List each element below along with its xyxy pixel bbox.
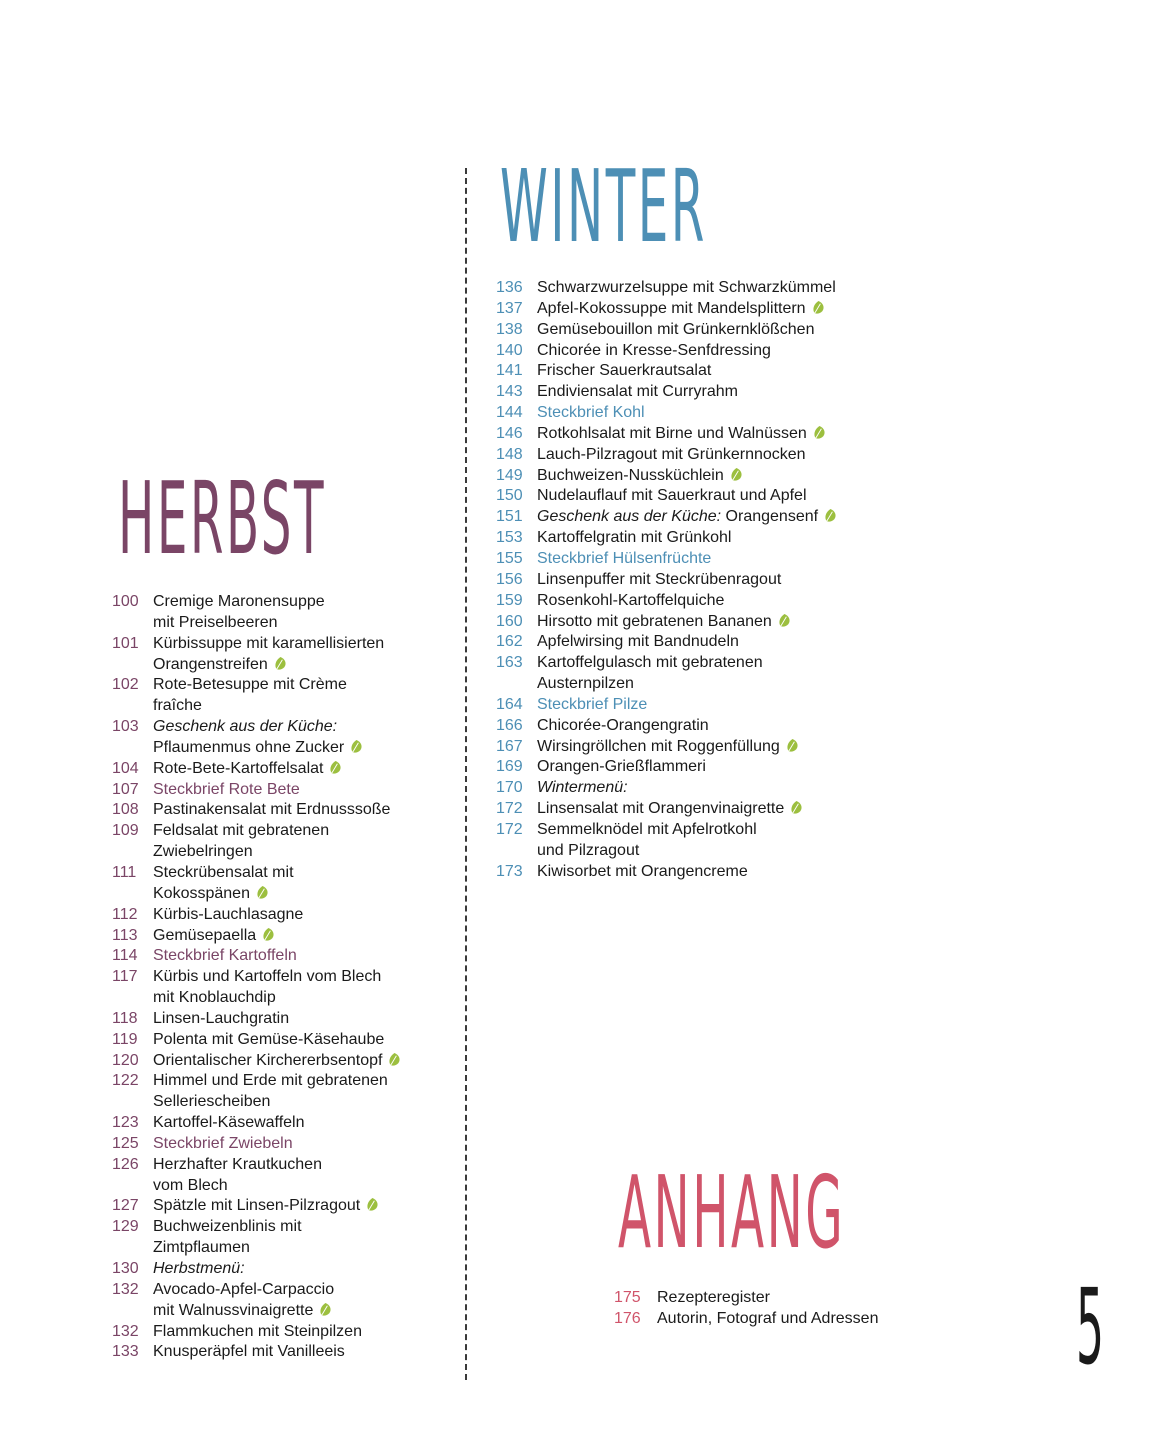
leaf-icon — [349, 739, 364, 754]
toc-title-line: Kiwisorbet mit Orangencreme — [537, 862, 748, 880]
toc-title-line: Zimtpflaumen — [153, 1239, 250, 1257]
toc-title-line: Rezepteregister — [657, 1289, 770, 1306]
toc-entry[interactable] — [496, 695, 916, 716]
toc-page-number: 108 — [112, 801, 139, 819]
toc-entry[interactable] — [112, 1155, 452, 1197]
toc-entry[interactable] — [112, 967, 452, 1009]
leaf-icon — [785, 738, 800, 753]
toc-page-number: 164 — [496, 695, 523, 713]
leaf-icon — [328, 760, 343, 775]
toc-page-number: 123 — [112, 1114, 139, 1132]
toc-entry[interactable] — [112, 675, 452, 717]
toc-entry-title — [537, 466, 916, 487]
toc-title-line: Kartoffel-Käsewaffeln — [153, 1114, 305, 1132]
toc-page-number: 118 — [112, 1009, 138, 1027]
toc-entry[interactable] — [112, 800, 452, 821]
toc-title-line: Apfel-Kokossuppe mit Mandelsplittern — [537, 299, 806, 317]
toc-page-number: 132 — [112, 1280, 139, 1298]
toc-page-number: 117 — [112, 968, 138, 986]
toc-entry-title — [153, 1322, 452, 1343]
toc-page-number: 102 — [112, 676, 139, 694]
toc-entry-title — [153, 592, 452, 634]
toc-entry-title — [537, 278, 916, 299]
toc-title-line: Cremige Maronensuppe — [153, 593, 325, 610]
toc-title-line: Kokosspänen — [153, 884, 250, 902]
toc-title-line: Orangenstreifen — [153, 655, 268, 673]
toc-page-number: 146 — [496, 424, 523, 442]
toc-entry[interactable] — [496, 737, 916, 758]
toc-page-number: 126 — [112, 1155, 139, 1173]
toc-entry-title — [153, 1155, 452, 1197]
toc-title-line: Wirsingröllchen mit Roggenfüllung — [537, 737, 780, 755]
toc-page-number: 155 — [496, 549, 523, 567]
toc-title-line: Apfelwirsing mit Bandnudeln — [537, 633, 739, 651]
toc-entry-title — [537, 299, 916, 320]
toc-page-number: 111 — [112, 863, 137, 881]
toc-title-line: Linsenpuffer mit Steckrübenragout — [537, 570, 782, 588]
toc-entry-title — [537, 716, 916, 737]
toc-page-number: 148 — [496, 445, 523, 463]
toc-entry[interactable] — [112, 905, 452, 926]
toc-title-line: Geschenk aus der Küche: — [153, 718, 338, 736]
toc-entry[interactable] — [496, 466, 916, 487]
section-title-anhang: ANHANG — [618, 1156, 846, 1272]
toc-page-number: 104 — [112, 759, 139, 777]
toc-page-number: 149 — [496, 466, 523, 484]
toc-page-number: 119 — [112, 1030, 138, 1048]
leaf-icon — [387, 1052, 402, 1067]
leaf-icon — [811, 300, 826, 315]
toc-page-number: 160 — [496, 612, 523, 630]
toc-italic-prefix: Geschenk aus der Küche: — [537, 508, 722, 526]
toc-entry-title — [537, 737, 916, 758]
toc-page-number: 163 — [496, 654, 523, 672]
toc-page-number: 136 — [496, 279, 523, 296]
toc-title-line: und Pilzragout — [537, 841, 640, 859]
toc-page-number: 166 — [496, 716, 523, 734]
toc-entry[interactable] — [496, 424, 916, 445]
toc-title-line: Orangensenf — [721, 508, 819, 526]
toc-title-line: Buchweizenblinis mit — [153, 1218, 302, 1236]
toc-page-number: 127 — [112, 1197, 139, 1215]
toc-title-line: Flammkuchen mit Steinpilzen — [153, 1322, 362, 1340]
toc-title-line: Rote-Betesuppe mit Crème — [153, 676, 347, 694]
toc-entry-title — [537, 528, 916, 549]
toc-entry-title — [537, 361, 916, 382]
toc-entry-title — [153, 1342, 452, 1363]
toc-entry[interactable] — [496, 799, 916, 820]
toc-entry[interactable] — [112, 821, 452, 863]
toc-entry[interactable] — [496, 382, 916, 403]
leaf-icon — [823, 508, 838, 523]
toc-title-line: Buchweizen-Nussküchlein — [537, 466, 724, 484]
toc-entry-title — [153, 780, 452, 801]
toc-page-number: 130 — [112, 1260, 139, 1277]
leaf-icon — [365, 1197, 380, 1212]
toc-entry[interactable] — [112, 946, 452, 967]
toc-page-number: 173 — [496, 862, 523, 880]
toc-entry-title — [153, 1051, 452, 1072]
toc-page-number: 114 — [112, 947, 138, 965]
toc-page-number: 101 — [112, 634, 139, 652]
toc-entry-title — [153, 863, 452, 905]
toc-entry-title — [537, 778, 916, 799]
toc-entry[interactable] — [496, 403, 916, 424]
toc-title-line: Endiviensalat mit Curryrahm — [537, 383, 738, 401]
toc-entry[interactable] — [496, 570, 916, 591]
toc-entry-title — [657, 1288, 994, 1309]
toc-entry[interactable] — [112, 592, 452, 634]
toc-entry[interactable] — [112, 634, 452, 676]
toc-entry-title — [153, 675, 452, 717]
toc-title-line: Chicorée-Orangengratin — [537, 716, 709, 734]
leaf-icon — [777, 613, 792, 628]
toc-page-number: 153 — [496, 529, 523, 547]
toc-entry-title — [657, 1309, 994, 1330]
section-title-herbst: HERBST — [118, 462, 326, 578]
toc-page-number: 112 — [112, 905, 138, 923]
toc-title-line: Rote-Bete-Kartoffelsalat — [153, 759, 324, 777]
toc-page-number: 144 — [496, 404, 523, 422]
toc-entry[interactable] — [496, 549, 916, 570]
toc-entry[interactable] — [496, 591, 916, 612]
toc-entry[interactable] — [496, 445, 916, 466]
column-divider — [465, 168, 467, 1380]
toc-entry[interactable] — [614, 1288, 994, 1309]
toc-page-number: 103 — [112, 718, 139, 736]
toc-title-line: Steckbrief Kartoffeln — [153, 947, 297, 965]
toc-page-number: 150 — [496, 487, 523, 505]
toc-entry[interactable] — [112, 1009, 452, 1030]
toc-entry-title — [153, 759, 452, 780]
toc-title-line: Wintermenü: — [537, 779, 628, 797]
toc-entry-title — [537, 549, 916, 570]
toc-entry-title — [537, 695, 916, 716]
toc-entry[interactable] — [112, 759, 452, 780]
anhang-toc-list — [614, 1288, 994, 1330]
toc-entry-title — [537, 341, 916, 362]
toc-title-line: Hirsotto mit gebratenen Bananen — [537, 612, 772, 630]
toc-page-number: 133 — [112, 1343, 139, 1361]
toc-entry-title — [153, 1259, 452, 1280]
toc-page-number: 140 — [496, 341, 523, 359]
toc-title-line: Austernpilzen — [537, 675, 634, 693]
toc-entry-title — [153, 821, 452, 863]
toc-entry-title — [153, 800, 452, 821]
toc-title-line: Orientalischer Kirchererbsentopf — [153, 1051, 383, 1069]
toc-title-line: Schwarzwurzelsuppe mit Schwarzkümmel — [537, 279, 836, 296]
toc-page-number: 113 — [112, 926, 138, 944]
toc-entry[interactable] — [112, 1342, 452, 1363]
toc-title-line: Kartoffelgratin mit Grünkohl — [537, 529, 732, 547]
toc-page-number: 141 — [496, 362, 523, 380]
toc-entry[interactable] — [112, 1030, 452, 1051]
toc-entry-title — [537, 486, 916, 507]
toc-entry[interactable] — [496, 612, 916, 633]
winter-toc-list — [496, 278, 916, 882]
toc-title-line: Steckbrief Zwiebeln — [153, 1134, 293, 1152]
toc-entry-title — [153, 905, 452, 926]
toc-title-line: mit Knoblauchdip — [153, 989, 276, 1007]
toc-title-line: Autorin, Fotograf und Adressen — [657, 1309, 879, 1327]
toc-page-number: 109 — [112, 822, 139, 840]
toc-entry-title — [537, 653, 916, 695]
toc-title-line: Frischer Sauerkrautsalat — [537, 362, 712, 380]
toc-entry-title — [153, 1113, 452, 1134]
toc-page-number: 125 — [112, 1134, 139, 1152]
toc-entry[interactable] — [496, 632, 916, 653]
toc-entry-title — [153, 1009, 452, 1030]
toc-entry-title — [537, 320, 916, 341]
toc-entry-title — [537, 632, 916, 653]
toc-title-line: Herzhafter Krautkuchen — [153, 1155, 322, 1173]
toc-title-line: Lauch-Pilzragout mit Grünkernnocken — [537, 445, 806, 463]
toc-page-number: 138 — [496, 320, 523, 338]
toc-entry-title — [537, 424, 916, 445]
toc-title-line: Himmel und Erde mit gebratenen — [153, 1072, 388, 1090]
toc-title-line: Rotkohlsalat mit Birne und Walnüssen — [537, 424, 807, 442]
toc-title-line: Semmelknödel mit Apfelrotkohl — [537, 820, 757, 838]
toc-title-line: Gemüsebouillon mit Grünkernklößchen — [537, 320, 815, 338]
toc-title-line: Nudelauflauf mit Sauerkraut und Apfel — [537, 487, 807, 505]
toc-entry[interactable] — [496, 299, 916, 320]
toc-entry-title — [153, 1280, 452, 1322]
toc-title-line: Kürbis und Kartoffeln vom Blech — [153, 968, 382, 986]
toc-entry[interactable] — [496, 528, 916, 549]
herbst-toc-list — [112, 592, 452, 1363]
toc-entry[interactable] — [112, 1051, 452, 1072]
toc-entry-title — [153, 1071, 452, 1113]
toc-entry-title — [153, 926, 452, 947]
toc-title-line: mit Walnussvinaigrette — [153, 1301, 314, 1319]
toc-entry-title — [537, 382, 916, 403]
toc-title-line: Steckbrief Pilze — [537, 695, 648, 713]
toc-title-line: Avocado-Apfel-Carpaccio — [153, 1280, 335, 1298]
toc-page-number: 151 — [496, 508, 523, 526]
toc-entry[interactable] — [496, 341, 916, 362]
toc-entry[interactable] — [112, 780, 452, 801]
toc-page-number: 132 — [112, 1322, 139, 1340]
toc-entry[interactable] — [496, 862, 916, 883]
toc-title-line: Knusperäpfel mit Vanilleeis — [153, 1343, 345, 1361]
toc-title-line: Feldsalat mit gebratenen — [153, 822, 330, 840]
toc-entry[interactable] — [112, 926, 452, 947]
toc-entry-title — [537, 799, 916, 820]
toc-entry[interactable] — [496, 778, 916, 799]
toc-title-line: Herbstmenü: — [153, 1260, 245, 1277]
toc-title-line: Steckrübensalat mit — [153, 863, 294, 881]
toc-page-number: 167 — [496, 737, 523, 755]
leaf-icon — [789, 800, 804, 815]
toc-page-number: 122 — [112, 1072, 139, 1090]
toc-entry-title — [537, 820, 916, 862]
toc-title-line: vom Blech — [153, 1176, 228, 1194]
toc-title-line: fraîche — [153, 697, 202, 715]
toc-page-number: 120 — [112, 1051, 139, 1069]
toc-entry-title — [153, 967, 452, 1009]
leaf-icon — [318, 1302, 333, 1317]
toc-title-line: Steckbrief Hülsenfrüchte — [537, 549, 712, 567]
toc-title-line: Linsen-Lauchgratin — [153, 1009, 290, 1027]
toc-title-line: Orangen-Grießflammeri — [537, 758, 706, 776]
toc-page-number: 169 — [496, 758, 523, 776]
toc-entry[interactable] — [112, 1280, 452, 1322]
toc-entry-title — [537, 445, 916, 466]
toc-title-line: Gemüsepaella — [153, 926, 257, 944]
toc-page-number: 176 — [614, 1309, 641, 1327]
toc-page-number: 100 — [112, 593, 139, 610]
toc-entry[interactable] — [112, 1134, 452, 1155]
toc-entry-title — [153, 1030, 452, 1051]
toc-entry[interactable] — [496, 361, 916, 382]
toc-page-number: 172 — [496, 820, 523, 838]
leaf-icon — [812, 425, 827, 440]
toc-entry-title — [537, 862, 916, 883]
section-title-winter: WINTER — [500, 150, 707, 266]
page-number: 5 — [1076, 1266, 1104, 1388]
toc-title-line: Kürbissuppe mit karamellisierten — [153, 634, 385, 652]
toc-title-line: Kartoffelgulasch mit gebratenen — [537, 654, 763, 672]
toc-page-number: 107 — [112, 780, 139, 798]
toc-title-line: Polenta mit Gemüse-Käsehaube — [153, 1030, 385, 1048]
leaf-icon — [273, 656, 288, 671]
toc-title-line: Linsensalat mit Orangenvinaigrette — [537, 800, 785, 818]
toc-entry[interactable] — [112, 863, 452, 905]
toc-title-line: Chicorée in Kresse-Senfdressing — [537, 341, 771, 359]
toc-entry-title — [153, 634, 452, 676]
toc-title-line: Steckbrief Kohl — [537, 404, 645, 422]
leaf-icon — [261, 927, 276, 942]
leaf-icon — [255, 885, 270, 900]
toc-title-line: mit Preiselbeeren — [153, 613, 278, 631]
toc-entry[interactable] — [496, 320, 916, 341]
toc-title-line: Kürbis-Lauchlasagne — [153, 905, 304, 923]
toc-page-number: 143 — [496, 383, 523, 401]
toc-entry-title — [537, 612, 916, 633]
toc-entry-title — [153, 1134, 452, 1155]
toc-entry[interactable] — [112, 1322, 452, 1343]
toc-title-line: Rosenkohl-Kartoffelquiche — [537, 591, 725, 609]
toc-entry[interactable] — [496, 757, 916, 778]
toc-page-number: 162 — [496, 633, 523, 651]
toc-entry-title — [153, 1217, 452, 1259]
toc-entry[interactable] — [496, 820, 916, 862]
toc-title-line: Pastinakensalat mit Erdnusssoße — [153, 801, 391, 819]
toc-entry[interactable] — [112, 1217, 452, 1259]
toc-entry-title — [537, 757, 916, 778]
toc-entry-title — [153, 717, 452, 759]
toc-entry-title — [153, 1196, 452, 1217]
toc-page-number: 156 — [496, 570, 523, 588]
toc-entry-title — [153, 946, 452, 967]
toc-entry[interactable] — [112, 1259, 452, 1280]
toc-page-number: 170 — [496, 779, 523, 797]
leaf-icon — [729, 467, 744, 482]
toc-entry[interactable] — [496, 278, 916, 299]
toc-entry[interactable] — [614, 1309, 994, 1330]
toc-title-line: Steckbrief Rote Bete — [153, 780, 300, 798]
toc-entry[interactable] — [496, 716, 916, 737]
toc-entry[interactable] — [112, 1113, 452, 1134]
toc-title-line: Spätzle mit Linsen-Pilzragout — [153, 1197, 361, 1215]
toc-page-number: 175 — [614, 1289, 641, 1306]
toc-entry[interactable] — [496, 653, 916, 695]
toc-entry-title — [537, 591, 916, 612]
toc-entry[interactable] — [112, 1071, 452, 1113]
toc-entry-title — [537, 403, 916, 424]
toc-page-number: 172 — [496, 800, 523, 818]
toc-entry[interactable] — [112, 717, 452, 759]
toc-title-line: Selleriescheiben — [153, 1093, 271, 1111]
toc-entry[interactable] — [496, 486, 916, 507]
toc-page-number: 137 — [496, 299, 523, 317]
toc-title-line: Zwiebelringen — [153, 843, 253, 861]
toc-entry-title — [537, 507, 916, 528]
toc-page-number: 159 — [496, 591, 523, 609]
toc-entry[interactable] — [112, 1196, 452, 1217]
toc-page-number: 129 — [112, 1218, 139, 1236]
toc-entry[interactable] — [496, 507, 916, 528]
toc-title-line: Pflaumenmus ohne Zucker — [153, 738, 345, 756]
toc-entry-title — [537, 570, 916, 591]
